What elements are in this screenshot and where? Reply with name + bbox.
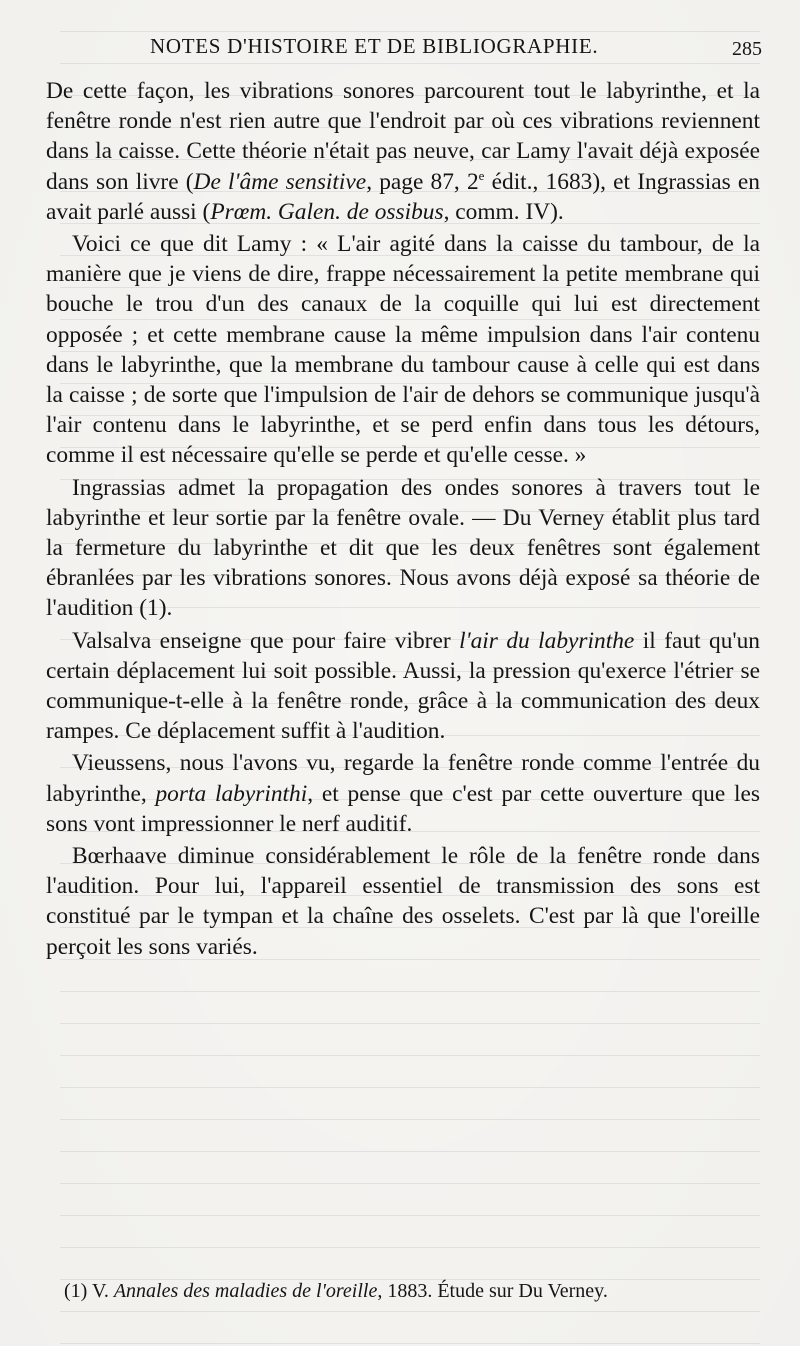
paragraph (46, 76, 760, 227)
text-segment: , 1883. Étude sur Du Verney. (377, 1280, 608, 1302)
superscript-text: e (478, 167, 485, 183)
text-segment: Ingrassias admet la propagation des ondes sonores à travers tout le labyrinthe et leur sortie par la fenêtre ovale. — Du Verney établit plus tard la fermeture du labyrinthe et dit que les deux fenêtres sont également ébranlées par les vibrations sonores. Nous avons déjà exposé sa théorie de l'audition (1). (46, 474, 760, 622)
text-segment: , page 87, 2 (366, 168, 479, 195)
text-segment: De cette façon, les vibrations sonores parcourent tout le labyrinthe, et la fenêtre ronde n'est rien autre que l'endroit par où ces vibrations reviennent dans la caisse. Cette théorie n'était pas neuve, car Lamy l'avait déjà exposée dans son livre ( (46, 78, 760, 195)
text-segment: , comm. IV). (443, 198, 564, 225)
paragraph (46, 748, 760, 839)
running-title: NOTES D'HISTOIRE ET DE BIBLIOGRAPHIE. (150, 34, 599, 58)
footnote (64, 1278, 764, 1304)
paragraph (46, 473, 760, 624)
page-header (150, 34, 762, 66)
text-segment: (1) V. (64, 1280, 114, 1302)
text-segment: Voici ce que dit Lamy : « L'air agité dans la caisse du tambour, de la manière que je viens de dire, frappe nécessairement la petite membrane qui bouche le trou d'un des canaux de la coquille qui lui est directement opposée ; et cette membrane cause la même impulsion dans l'air contenu dans le labyrinthe, que la membrane du tambour cause à celle qui est dans la caisse ; de sorte que l'impulsion de l'air de dehors se communique jusqu'à l'air contenu dans le labyrinthe, et se perd enfin dans tous les détours, comme il est nécessaire qu'elle se perde et qu'elle cesse. » (46, 231, 760, 469)
italic-text: Annales des maladies de l'oreille (113, 1280, 378, 1302)
italic-text: De l'âme sensitive (193, 168, 367, 195)
italic-text: porta labyrinthi (155, 780, 308, 807)
text-segment: Bœrhaave diminue considérablement le rôle de la fenêtre ronde dans l'audition. Pour lui, l'appareil essentiel de transmission des sons est constitué par le tympan et la chaîne des osselets. C'est par là que l'oreille perçoit les sons variés. (46, 843, 760, 960)
paragraph (46, 229, 760, 471)
text-segment: il faut qu'un certain déplacement lui soit possible. Aussi, la pression qu'exerce l'étrier se communique-t-elle à la fenêtre ronde, grâce à la communication des deux rampes. Ce déplacement suffit à l'audition. (46, 627, 761, 745)
body-text (46, 76, 760, 964)
page-number: 285 (732, 38, 762, 60)
text-segment: Valsalva enseigne que pour faire vibrer (72, 627, 460, 654)
text-segment: édit., 1683), et Ingrassias en avait parlé aussi ( (46, 168, 760, 225)
italic-text: Prœm. Galen. de ossibus (210, 198, 444, 225)
paragraph (46, 626, 760, 747)
italic-text: l'air du labyrinthe (459, 627, 635, 654)
text-segment: , et pense que c'est par cette ouverture que les sons vont impressionner le nerf auditif. (46, 780, 760, 837)
text-segment: Vieussens, nous l'avons vu, regarde la fenêtre ronde comme l'entrée du labyrinthe, (46, 750, 760, 807)
paragraph (46, 841, 760, 962)
